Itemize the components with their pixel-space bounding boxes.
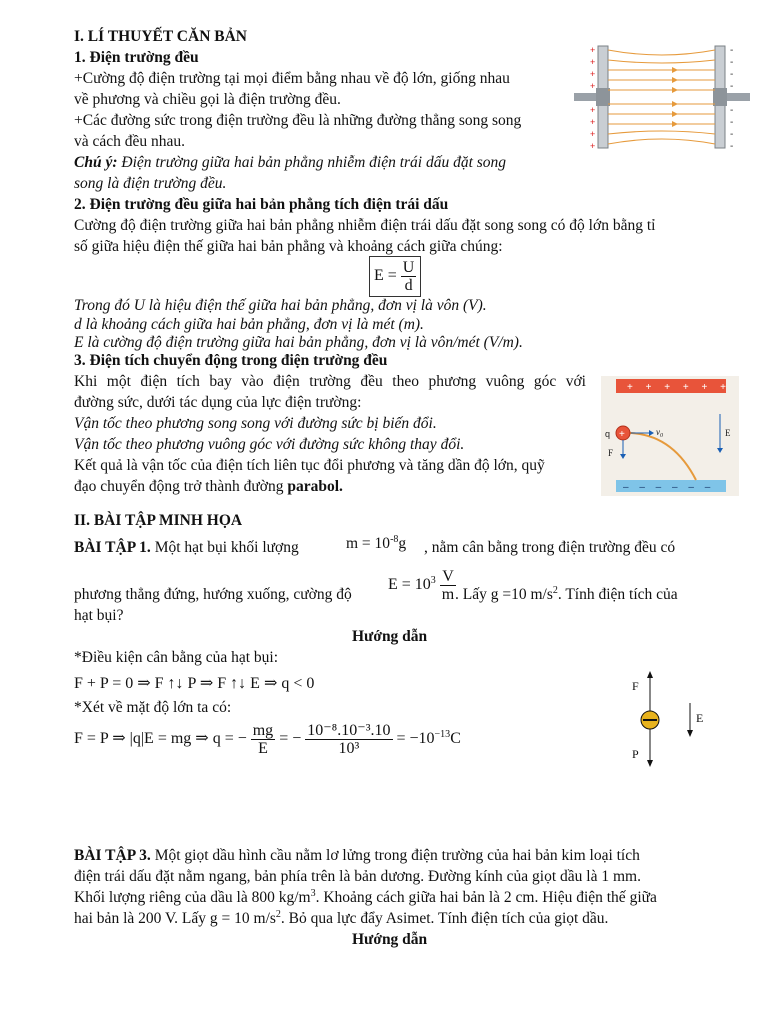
note-line: song là điện trường đều. bbox=[74, 175, 227, 192]
parabola-word: parabol. bbox=[287, 478, 343, 495]
note-label: Chú ý: bbox=[74, 154, 118, 171]
exercise1-line1: BÀI TẬP 1. Một hạt bụi khối lượng bbox=[74, 539, 299, 556]
svg-text:+: + bbox=[590, 57, 596, 67]
parallel-plates-figure bbox=[574, 42, 750, 154]
left-clamp bbox=[596, 88, 610, 106]
formula-e-equals-u-over-d bbox=[369, 256, 421, 297]
svg-text:+: + bbox=[590, 69, 596, 79]
definition-u: Trong đó U là hiệu điện thế giữa hai bản phẳng, đơn vị là vôn (V). bbox=[74, 297, 487, 314]
charge-sign: + bbox=[619, 429, 625, 440]
paragraph-line: Khi một điện tích bay vào điện trường đều theo phương vuông góc với bbox=[74, 373, 586, 390]
paragraph-line: Vận tốc theo phương song song với đường sức bị biến đổi. bbox=[74, 415, 437, 432]
guide-heading-2: Hướng dẫn bbox=[352, 931, 428, 948]
field-arrowheads bbox=[672, 67, 678, 127]
paragraph-line: Cường độ điện trường giữa hai bản phẳng nhiễm điện trái dấu đặt song song có độ lớn bằng tỉ bbox=[74, 217, 656, 234]
fraction-mg-over-e: $\frac{mg}{E}$ bbox=[252, 722, 274, 757]
exercise1-line2-end: . Lấy g =10 $m/s^2$. Tính điện tích của bbox=[455, 584, 678, 603]
svg-text:+: + bbox=[590, 45, 596, 55]
section-heading-theory: I. LÍ THUYẾT CĂN BẢN bbox=[74, 28, 247, 45]
svg-text:-: - bbox=[730, 117, 734, 128]
force-diagram-figure bbox=[628, 668, 718, 768]
svg-text:+: + bbox=[590, 81, 596, 91]
note-text: Điện trường giữa hai bản phẳng nhiễm điện trái dấu đặt song bbox=[117, 154, 507, 171]
force-f-label: F bbox=[632, 679, 639, 693]
paragraph-line: Vận tốc theo phương vuông góc với đường sức không thay đổi. bbox=[74, 436, 465, 453]
svg-text:+: + bbox=[590, 129, 596, 139]
exercise3-line2: điện trái dấu đặt nằm ngang, bản phía trên là bản dương. Đường kính của giọt dầu là 1 mm. bbox=[74, 868, 641, 885]
paragraph-line: đường sức, dưới tác dụng của lực điện trường: bbox=[74, 394, 362, 411]
magnitude-heading: *Xét về mặt độ lớn ta có: bbox=[74, 699, 232, 716]
svg-text:-: - bbox=[730, 141, 734, 152]
field-lines bbox=[608, 50, 715, 144]
exercise1-field: $E = 10^3$ $\frac{V}{m}$ bbox=[388, 568, 455, 603]
exercise1-mass: $m = 10^{-8}g$ bbox=[346, 533, 407, 552]
definition-e: E là cường độ điện trường giữa hai bản phẳng, đơn vị là vôn/mét (V/m). bbox=[74, 334, 523, 351]
equilibrium-condition: *Điều kiện cân bằng của hạt bụi: bbox=[74, 649, 279, 666]
svg-text:-: - bbox=[730, 57, 734, 68]
field-e-label: E bbox=[696, 711, 704, 725]
exercise3-line3: Khối lượng riêng của dầu là 800 $kg/m^3$. Khoảng cách giữa hai bản là 2 cm. Hiệu điện thế giữa bbox=[74, 887, 657, 906]
charge-calculation: F = P ⇒ |q|E = mg ⇒ q = − $\frac{mg}{E}$ = − $\frac{\text{10⁻⁸.10⁻³.10}}{\text{10³}}$ = $-10^{-13}C$ bbox=[74, 722, 461, 757]
guide-heading: Hướng dẫn bbox=[352, 628, 428, 645]
weight-p-label: P bbox=[632, 747, 639, 761]
paragraph-line: về phương và chiều gọi là điện trường đều. bbox=[74, 91, 341, 108]
paragraph-line: +Các đường sức trong điện trường đều là những đường thẳng song song bbox=[74, 112, 522, 129]
exercise1-line2: phương thẳng đứng, hướng xuống, cường độ bbox=[74, 586, 352, 603]
paragraph-line: và cách đều nhau. bbox=[74, 133, 186, 150]
svg-text:+: + bbox=[590, 105, 596, 115]
exercise1-line3: hạt bụi? bbox=[74, 607, 124, 624]
charge-trajectory-figure bbox=[601, 376, 739, 496]
paragraph-line: đạo chuyển động trở thành đường parabol. bbox=[74, 478, 343, 495]
note-line bbox=[74, 153, 506, 173]
paragraph-line: Kết quả là vận tốc của điện tích liên tục đổi phương và tăng dần độ lớn, quỹ bbox=[74, 457, 545, 474]
svg-text:-: - bbox=[730, 81, 734, 92]
svg-text:-: - bbox=[730, 105, 734, 116]
formula-lhs: E = bbox=[374, 267, 397, 285]
svg-text:+: + bbox=[590, 141, 596, 151]
velocity-label: $v_0$ bbox=[656, 427, 663, 439]
subheading-charge-motion: 3. Điện tích chuyển động trong điện trường đều bbox=[74, 352, 388, 369]
q-label: q bbox=[605, 429, 611, 439]
exercise3-line4: hai bản là 200 V. Lấy g = 10 $m/s^2$. Bỏ qua lực đẩy Asimet. Tính điện tích của giọt dầu. bbox=[74, 908, 609, 927]
definition-d: d là khoảng cách giữa hai bản phẳng, đơn vị là mét (m). bbox=[74, 316, 424, 333]
subheading-plates: 2. Điện trường đều giữa hai bản phẳng tích điện trái dấu bbox=[74, 196, 449, 213]
svg-text:+: + bbox=[590, 117, 596, 127]
formula-fraction: $\frac{U}{d}$ bbox=[402, 259, 415, 294]
vector-equation: F + P = 0 ⇒ F ↑↓ P ⇒ F ↑↓ E ⇒ q < 0 bbox=[74, 675, 315, 692]
exercise1-line1-end: , nằm cân bằng trong điện trường đều có bbox=[424, 539, 676, 556]
field-label: E bbox=[725, 428, 731, 438]
section-heading-exercises: II. BÀI TẬP MINH HỌA bbox=[74, 512, 243, 529]
svg-text:-: - bbox=[730, 69, 734, 80]
fraction-numeric: $\frac{\text{10⁻⁸.10⁻³.10}}{\text{10³}}$ bbox=[307, 722, 391, 757]
svg-text:-: - bbox=[730, 129, 734, 140]
svg-text:-: - bbox=[730, 45, 734, 56]
paragraph-line: số giữa hiệu điện thế giữa hai bản phẳng và khoảng cách giữa chúng: bbox=[74, 238, 503, 255]
right-clamp bbox=[713, 88, 727, 106]
subheading-uniform-field: 1. Điện trường đều bbox=[74, 49, 199, 66]
paragraph-line: +Cường độ điện trường tại mọi điểm bằng nhau về độ lớn, giống nhau bbox=[74, 70, 510, 87]
exercise3-line1: BÀI TẬP 3. Một giọt dầu hình cầu nằm lơ lửng trong điện trường của hai bản kim loại tích bbox=[74, 847, 640, 864]
negative-plate-signs: – – – – – – bbox=[623, 482, 715, 493]
positive-plate-signs: + + + + + + bbox=[627, 382, 731, 393]
force-label: F bbox=[608, 448, 614, 458]
